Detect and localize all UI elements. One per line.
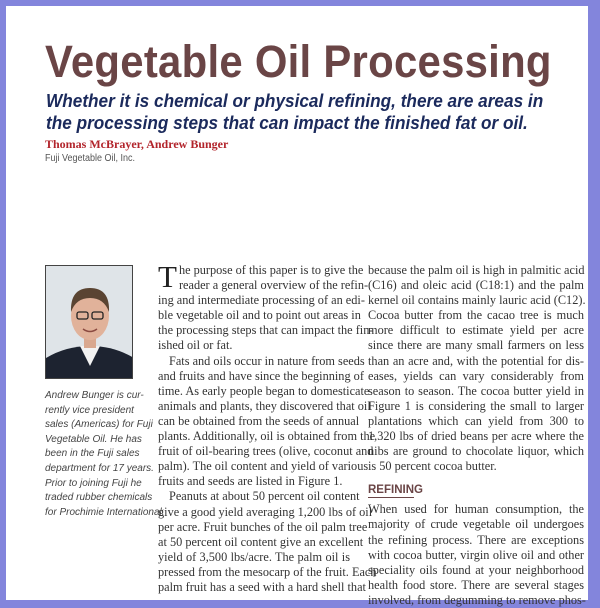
photo-caption: [45, 389, 165, 520]
text-line: with cocoa butter, virgin olive oil and other: [368, 547, 584, 562]
text-line: yield of 3,500 lbs/acre. The palm oil is: [158, 549, 350, 564]
author-photo: [45, 265, 133, 379]
text-line: Peanuts at about 50 percent oil content: [169, 489, 360, 504]
caption-line: traded rubber chemicals: [45, 492, 153, 504]
text-line: involved, from degumming to remove phos-: [368, 592, 586, 607]
caption-line: rently vice president: [45, 404, 134, 416]
text-line: animals and plants, they discovered that oil: [158, 398, 371, 413]
caption-line: been in the Fuji sales: [45, 448, 140, 460]
text-line: he purpose of this paper is to give the: [178, 263, 364, 277]
text-line: eases, yields can vary considerably from: [368, 368, 584, 383]
text-line: health food store. There are several stages: [368, 577, 584, 592]
text-line: 1,320 lbs of dried beans per acre where the: [368, 429, 584, 444]
drop-cap: T: [158, 259, 177, 294]
text-line: Fats and oils occur in nature from seeds: [169, 353, 365, 368]
caption-line: Prior to joining Fuji he: [45, 477, 142, 489]
caption-line: Vegetable Oil. He has: [45, 433, 142, 445]
text-line: the refining process. There are exceptions: [368, 532, 584, 547]
text-line: pressed from the mesocarp of the fruit. Each: [158, 564, 377, 579]
text-line: fruits and seeds are listed in Figure 1.: [158, 474, 343, 489]
text-line: time. As early people began to domesticate: [158, 383, 370, 398]
text-line: palm fruit has a seed with a hard shell that: [158, 579, 366, 594]
text-line: plants. Additionally, oil is obtained from the: [158, 429, 376, 444]
caption-line: sales (Americas) for Fuji: [45, 419, 153, 431]
text-line: Figure 1 is considering the small to larger: [368, 398, 584, 413]
text-line: more difficult to estimate yield per acre: [368, 323, 584, 338]
text-line: than an acre and, with the potential for dis-: [368, 353, 584, 368]
subtitle-line: Whether it is chemical or physical refining, there are areas in: [46, 90, 544, 111]
article-subtitle: [46, 90, 543, 134]
article-page: [6, 6, 588, 607]
text-line: speciality oils found at your neighborhood: [368, 562, 584, 577]
section-heading-refining: REFINING: [368, 484, 423, 497]
affiliation: Fuji Vegetable Oil, Inc.: [45, 153, 136, 164]
caption-line: for Prochimie International.: [45, 506, 165, 518]
body-column-2: [368, 263, 584, 608]
text-line: ble vegetable oil and to point out areas in: [158, 308, 361, 323]
text-line: is 50 percent cocoa butter.: [368, 459, 497, 474]
text-line: reader a general overview of the refin-: [178, 278, 369, 293]
text-line: plantations which can yield from 300 to: [368, 413, 584, 428]
text-line: (C16) and oleic acid (C18:1) and the palm: [368, 278, 584, 293]
text-line: can be obtained from the seeds of annual: [158, 413, 360, 428]
article-title: Vegetable Oil Processing: [45, 36, 552, 87]
body-column-1: [158, 259, 377, 595]
text-line: Cocoa butter from the cacao tree is much: [368, 308, 584, 323]
text-line: majority of crude vegetable oil undergoes: [368, 517, 584, 532]
text-line: since there are many small farmers on less: [368, 338, 584, 353]
text-line: the processing steps that can impact the fin-: [158, 323, 374, 338]
text-line: season to season. The cocoa butter yield in: [368, 383, 584, 398]
subtitle-line: the processing steps that can impact the finished fat or oil.: [46, 112, 528, 133]
text-line: nibs are ground to chocolate liquor, which: [368, 444, 584, 459]
authors: Thomas McBrayer, Andrew Bunger: [45, 137, 229, 151]
text-line: and fruits and have since the beginning of: [158, 368, 364, 383]
text-line: give a good yield averaging 1,200 lbs of oil: [158, 504, 373, 519]
caption-line: department for 17 years.: [45, 462, 154, 474]
text-line: at 50 percent oil content give an excellent: [158, 534, 364, 549]
caption-line: Andrew Bunger is cur-: [45, 390, 144, 401]
text-line: fruit of oil-bearing trees (olive, coconut and: [158, 444, 374, 459]
text-line: kernel oil contains mainly lauric acid (C12).: [368, 293, 586, 308]
text-line: per acre. Fruit bunches of the oil palm tree: [158, 519, 368, 534]
text-line: When used for human consumption, the: [368, 502, 584, 517]
text-line: ished oil or fat.: [158, 338, 233, 353]
text-line: because the palm oil is high in palmitic acid: [368, 263, 585, 277]
text-line: palm). The oil content and yield of various: [158, 459, 369, 474]
text-line: ing and intermediate processing of an edi-: [158, 293, 365, 308]
